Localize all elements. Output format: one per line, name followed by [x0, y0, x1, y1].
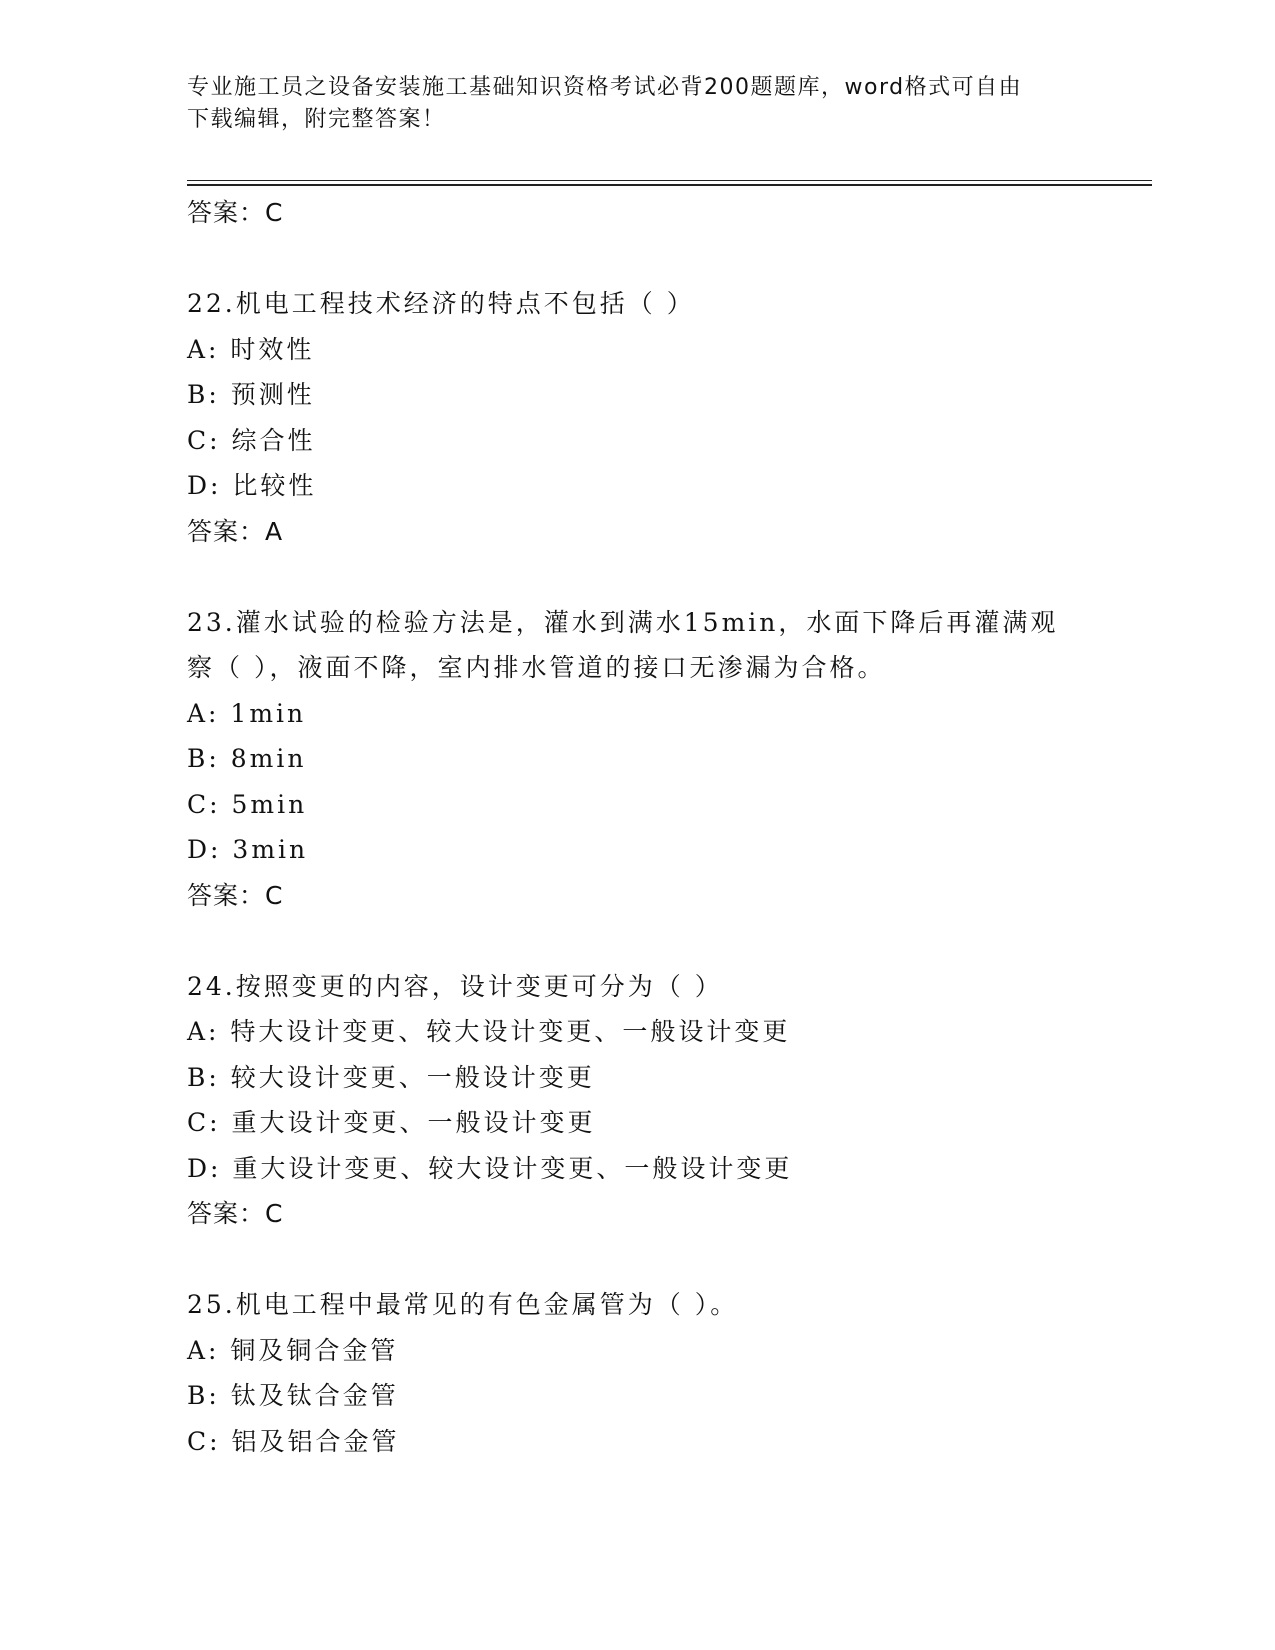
- spacer: [187, 918, 1147, 964]
- question-list: [187, 190, 1147, 1464]
- question-text: 23.灌水试验的检验方法是，灌水到满水15min，水面下降后再灌满观: [187, 607, 1059, 637]
- question-24: [187, 964, 1147, 1237]
- header-line-1: 专业施工员之设备安装施工基础知识资格考试必背200题题库，word格式可自由: [187, 75, 1023, 100]
- option-b: B: 钛及钛合金管: [187, 1381, 399, 1410]
- previous-answer: 答案：C: [187, 198, 284, 227]
- question-25: [187, 1282, 1147, 1464]
- option-c: C: 铝及铝合金管: [187, 1426, 400, 1456]
- question-23: [187, 600, 1147, 919]
- option-b: B: 较大设计变更、一般设计变更: [187, 1062, 595, 1092]
- answer: 答案：C: [187, 1199, 284, 1228]
- option-b: B: 预测性: [187, 380, 315, 409]
- option-d: D: 重大设计变更、较大设计变更、一般设计变更: [187, 1153, 793, 1183]
- question-text: 22.机电工程技术经济的特点不包括（ ）: [187, 289, 695, 318]
- question-22: [187, 281, 1147, 554]
- option-a: A: 时效性: [187, 334, 315, 364]
- option-a: A: 1min: [187, 698, 307, 728]
- question-text: 24.按照变更的内容，设计变更可分为（ ）: [187, 971, 723, 1001]
- answer: 答案：C: [187, 880, 284, 910]
- header-rule-top: [187, 180, 1152, 181]
- question-text: 25.机电工程中最常见的有色金属管为（ ）。: [187, 1290, 739, 1319]
- option-c: C: 5min: [187, 789, 308, 819]
- option-a: A: 铜及铜合金管: [187, 1335, 399, 1365]
- spacer: [187, 236, 1147, 282]
- option-a: A: 特大设计变更、较大设计变更、一般设计变更: [187, 1017, 791, 1046]
- header-rule-bottom: [187, 184, 1152, 186]
- answer: 答案：A: [187, 516, 284, 546]
- option-d: D: 比较性: [187, 471, 317, 500]
- header-line-2: 下载编辑，附完整答案！: [187, 107, 446, 132]
- option-b: B: 8min: [187, 744, 307, 773]
- option-d: D: 3min: [187, 835, 309, 864]
- spacer: [187, 1237, 1147, 1283]
- document-header: [187, 72, 1067, 136]
- option-c: C: 重大设计变更、一般设计变更: [187, 1108, 596, 1137]
- question-text-continued: 察（ ），液面不降，室内排水管道的接口无渗漏为合格。: [187, 653, 886, 682]
- spacer: [187, 554, 1147, 600]
- option-c: C: 综合性: [187, 425, 316, 455]
